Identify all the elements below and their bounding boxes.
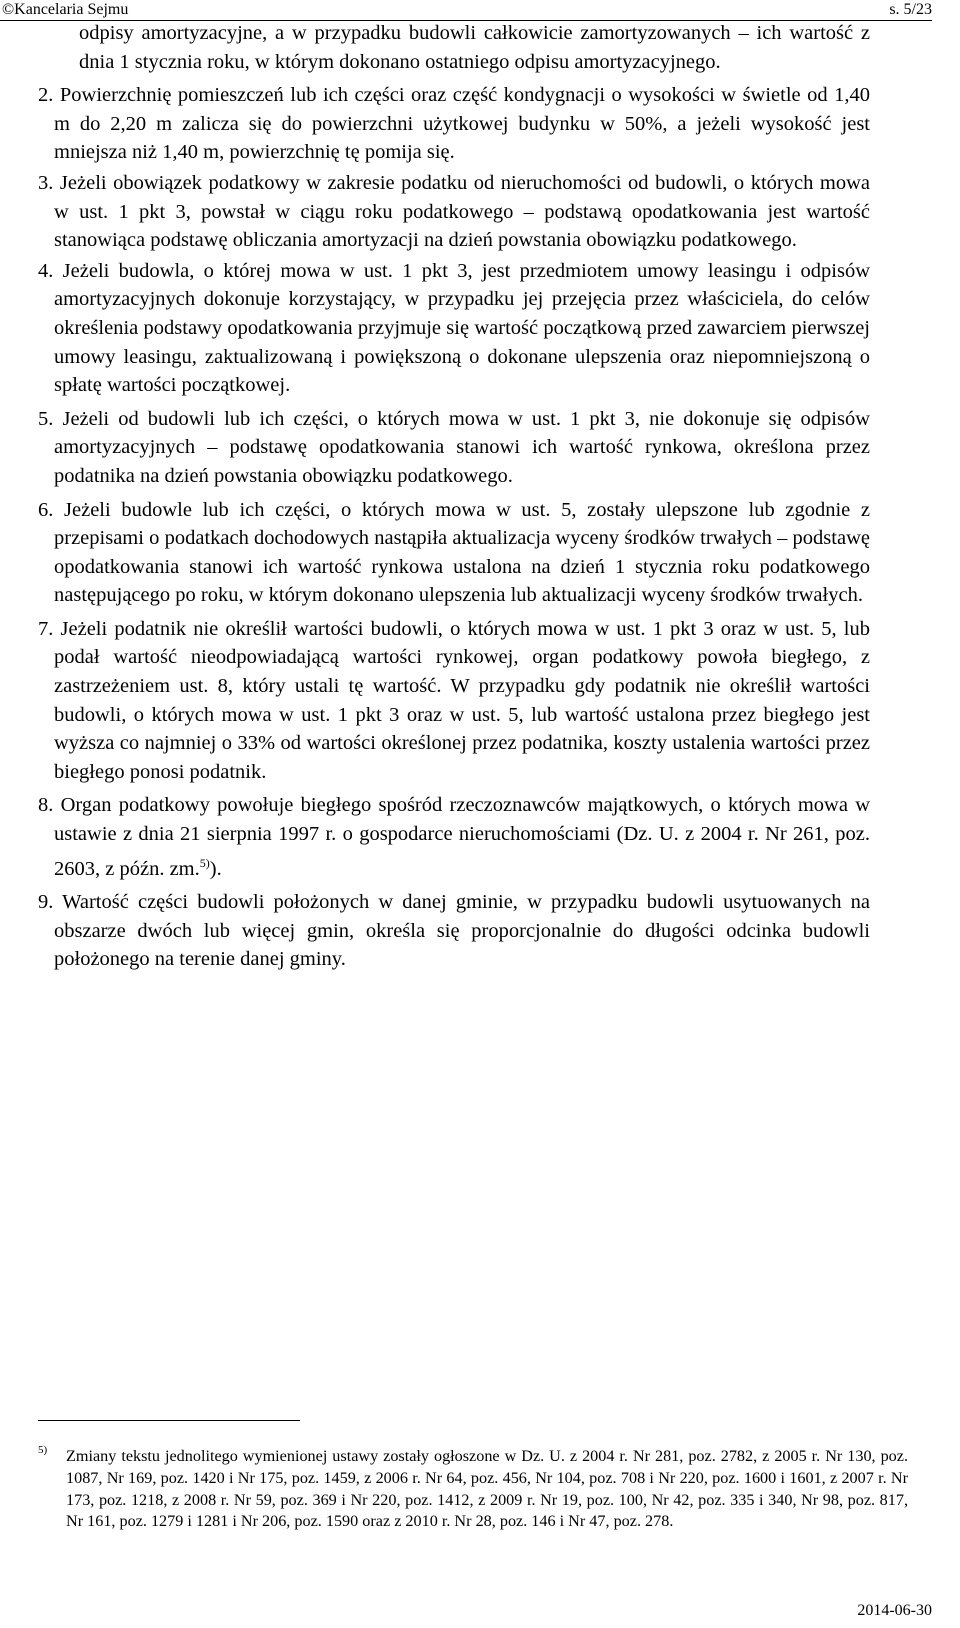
footnote-separator (38, 1420, 300, 1421)
paragraph-6: 6. Jeżeli budowle lub ich części, o których mowa w ust. 5, zostały ulepszone lub zgodnie z przepisami o podatkach dochodowych nastąpiła aktualizacja wyceny środków trwałych – podstawę opodatkowania stanowi ich wartość rynkowa ustalona na dzień 1 stycznia roku podatkowego następującego po roku, w którym dokonano ulepszenia lub aktualizacji wyceny środków trwałych. (38, 498, 870, 607)
footnote (38, 1446, 908, 1533)
paragraph-9: 9. Wartość części budowli położonych w danej gminie, w przypadku budowli usytuowanych na obszarze dwóch lub więcej gmin, określa się proporcjonalnie do długości odcinka budowli położonego na terenie danej gminy. (38, 891, 870, 971)
document-body (38, 19, 870, 974)
publisher-label: ©Kancelaria Sejmu (2, 1, 129, 18)
footnote-reference[interactable]: 5) (199, 855, 210, 870)
footnote-mark: 5) (38, 1444, 48, 1456)
paragraph-8 (38, 791, 870, 883)
paragraph-8-text: 8. Organ podatkowy powołuje biegłego spośród rzeczoznawców majątkowych, o których mowa w ustawie z dnia 21 sierpnia 1997 r. o gospodarce nieruchomościami (Dz. U. z 2004 r. Nr 261, poz. 2603, z późn. zm. (38, 794, 870, 880)
footnote-text: Zmiany tekstu jednolitego wymienionej ustawy zostały ogłoszone w Dz. U. z 2004 r. Nr 281, poz. 2782, z 2005 r. Nr 130, poz. 1087, Nr 169, poz. 1420 i Nr 175, poz. 1459, z 2006 r. Nr 64, poz. 456, Nr 104, poz. 708 i Nr 220, poz. 1600 i 1601, z 2007 r. Nr 173, poz. 1218, z 2008 r. Nr 59, poz. 369 i Nr 220, poz. 1412, z 2009 r. Nr 19, poz. 100, Nr 42, poz. 335 i 340, Nr 98, poz. 817, Nr 161, poz. 1279 i 1281 i Nr 206, poz. 1590 oraz z 2010 r. Nr 28, poz. 146 i Nr 47, poz. 278. (66, 1447, 908, 1531)
paragraph-4: 4. Jeżeli budowla, o której mowa w ust. 1 pkt 3, jest przedmiotem umowy leasingu i odpisów amortyzacyjnych dokonuje korzystający, w przypadku jej przejęcia przez właściciela, do celów określenia podstawy opodatkowania przyjmuje się wartość początkową przed zawarciem pierwszej umowy leasingu, zaktualizowaną i powiększoną o dokonane ulepszenia oraz niepomniejszoną o spłatę wartości początkowej. (38, 259, 870, 397)
page-number: s. 5/23 (889, 1, 932, 18)
paragraph-3: 3. Jeżeli obowiązek podatkowy w zakresie podatku od nieruchomości od budowli, o których mowa w ust. 1 pkt 3, powstał w ciągu roku podatkowego – podstawą opodatkowania jest wartość stanowiąca podstawę obliczania amortyzacji na dzień powstania obowiązku podatkowego. (38, 171, 870, 252)
document-date: 2014-06-30 (857, 1602, 932, 1619)
continued-text: odpisy amortyzacyjne, a w przypadku budowli całkowicie zamortyzowanych – ich wartość z dnia 1 stycznia roku, w którym dokonano ostatniego odpisu amortyzacyjnego. (79, 22, 870, 73)
paragraph-2: 2. Powierzchnię pomieszczeń lub ich części oraz część kondygnacji o wysokości w świetle od 1,40 m do 2,20 m zalicza się do powierzchni użytkowej budynku w 50%, a jeżeli wysokość jest mniejsza niż 1,40 m, powierzchnię tę pomija się. (38, 84, 870, 164)
paragraph-8-end: ). (209, 857, 222, 880)
page-header (0, 0, 932, 21)
paragraph-7: 7. Jeżeli podatnik nie określił wartości budowli, o których mowa w ust. 1 pkt 3 oraz w ust. 5, lub podał wartość nieodpowiadającą wartości rynkowej, organ podatkowy powoła biegłego, z zastrzeżeniem ust. 8, który ustali tę wartość. W przypadku gdy podatnik nie określił wartości budowli, o których mowa w ust. 1 pkt 3 oraz w ust. 5, lub wartość ustalona przez biegłego jest wyższa co najmniej o 33% od wartości określonej przez podatnika, koszty ustalenia wartości przez biegłego ponosi podatnik. (38, 617, 870, 783)
paragraph-5: 5. Jeżeli od budowli lub ich części, o których mowa w ust. 1 pkt 3, nie dokonuje się odpisów amortyzacyjnych – podstawę opodatkowania stanowi ich wartość rynkowa, określona przez podatnika na dzień powstania obowiązku podatkowego. (38, 407, 870, 487)
